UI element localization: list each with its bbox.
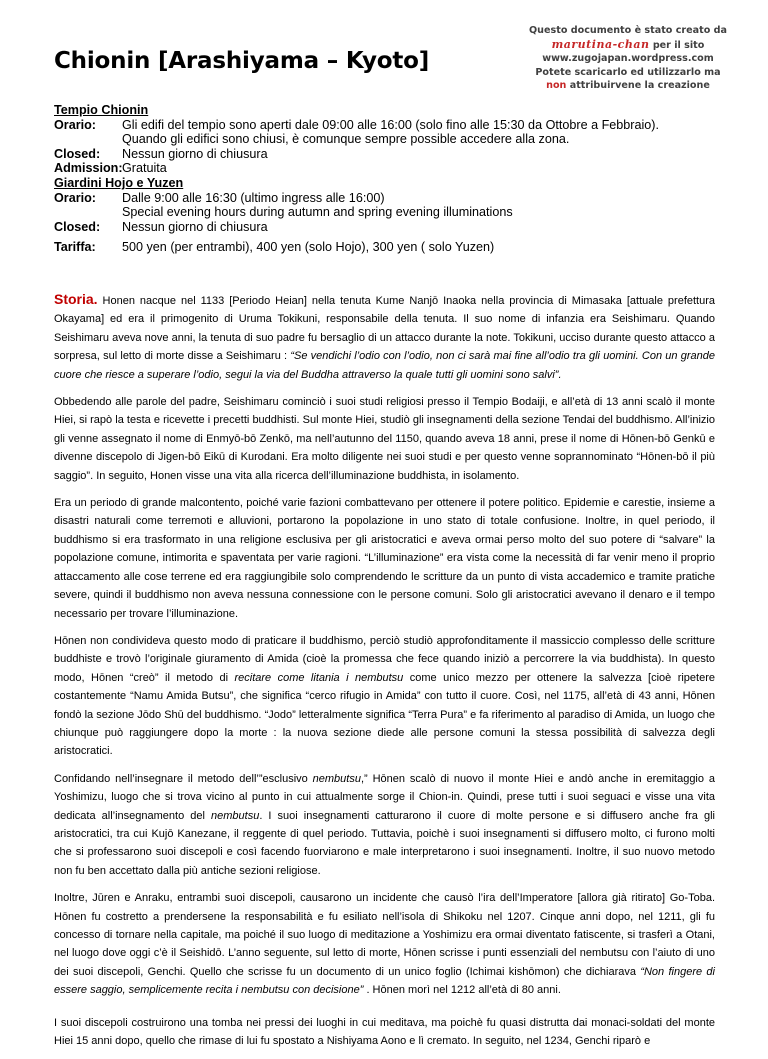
garden-closed-label: Closed: xyxy=(54,219,101,234)
story-p4-a: Hōnen non condivideva questo modo di praticare il buddhismo, perciò studiò approfonditamente il massiccio complesso delle scritture buddhiste e trovò l’originale giuramento di Amida (cioè la promessa che fece quando iniziò a percorrere la via buddhista). In questo modo, Hōnen “creò” il metodo di xyxy=(54,634,715,684)
credit-site: www.zugojapan.wordpress.com xyxy=(542,53,714,65)
story-paragraph-7: I suoi discepoli costruirono una tomba nei pressi dei luoghi in cui meditava, ma poichè fu quasi distrutta dai monaci-soldati del monte Hiei 15 anni dopo, quello che rimase di lui fu spostato a Nishiyama Aono e lì cremato. In seguito, nel 1234, Genchi riparò e xyxy=(54,1016,715,1048)
credit-line-2-suffix: per il sito xyxy=(652,39,705,51)
fee-value: 500 yen (per entrambi), 400 yen (solo Hojo), 300 yen ( solo Yuzen) xyxy=(122,240,495,255)
admission-row xyxy=(54,161,724,176)
temple-hours-line-2: Quando gli edifici sono chiusi, è comunque sempre possible accedere alla zona. xyxy=(122,132,570,147)
visitor-info xyxy=(54,103,724,255)
garden-heading: Giardini Hojo e Yuzen xyxy=(54,175,184,190)
story-p1-text: Honen nacque nel 1133 [Periodo Heian] nella tenuta Kume Nanjō Inaoka nella provincia di Mimasaka [attuale prefettura Okayama] ed era il primogenito di Uruma Tokikuni, responsabile della tenuta. Il suo nome di infanzia era Seishimaru. Quando Seishimaru aveva nove anni, la tenuta di suo padre fu bersaglio di un attacco durante la note. Tokikuni, ucciso durante questo attacco a sorpresa, sul letto di morte disse a Seishimaru : xyxy=(54,295,715,363)
admission-value: Gratuita xyxy=(122,161,167,176)
story-p5-b: ,” Hōnen scalò di nuovo il monte Hiei e andò anche in eremitaggio a Yoshimizu, luogo che si trova vicino al punto in cui attualmente sorge il Chion-in. Quindi, prese tutti i suoi seguaci e visse una vita dedicata all’insegnamento del xyxy=(54,772,716,822)
story-p6-quote: “Non fingere di essere saggio, semplicemente recita i nembutsu con decisione” xyxy=(54,965,715,997)
garden-hours-value xyxy=(122,191,724,220)
credit-line-1: Questo documento è stato creato da xyxy=(529,25,727,36)
temple-closed-value: Nessun giorno di chiusura xyxy=(122,146,268,161)
page-title: Chionin [Arashiyama – Kyoto] xyxy=(54,48,430,74)
story-paragraph-1 xyxy=(54,290,715,384)
temple-closed-label: Closed: xyxy=(54,146,101,161)
garden-hours-row xyxy=(54,191,724,220)
garden-hours-label: Orario: xyxy=(54,190,96,205)
story-p6-a: Inoltre, Jūren e Anraku, entrambi suoi discepoli, causarono un incidente che causò l’ira dell’Imperatore [allora già ritirato] Go-Toba. Hōnen fu costretto a prendersene la responsabilità e fu esiliato nell’isola di Shikoku nel 1207. Cinque anni dopo, nel 1211, gli fu concesso di tornare nella capitale, ma poiché il suo luogo di meditazione a Yoshimizu era ormai diventato fatiscente, si trasferì a Otani, nel luogo dove oggi c’è il Seishidō. L’anno seguente, sul letto di morte, Hōnen scrisse i punti essenziali del nembutsu con l’aiuto di uno dei suoi discepoli, Genchi. Quello che scrisse fu un documento di un unico foglio (Ichimai kishōmon) che dichiarava xyxy=(54,892,715,978)
story-paragraph-5 xyxy=(54,770,715,880)
story-p4-italic: recitare come litania i nembutsu xyxy=(234,671,404,684)
credit-line-2 xyxy=(528,38,728,53)
admission-label: Admission: xyxy=(54,161,123,176)
story-p6-b: . Hōnen morì nel 1212 all’età di 80 anni. xyxy=(363,984,561,997)
garden-closed-row xyxy=(54,220,724,235)
garden-hours-line-1: Dalle 9:00 alle 16:30 (ultimo ingress alle 16:00) xyxy=(122,190,385,205)
story-paragraph-4 xyxy=(54,632,715,761)
garden-closed-value: Nessun giorno di chiusura xyxy=(122,219,268,234)
temple-heading: Tempio Chionin xyxy=(54,103,149,117)
credit-line-4-rest: attribuirvene la creazione xyxy=(569,80,710,92)
story-p5-italic-1: nembutsu xyxy=(312,772,361,785)
temple-hours-label: Orario: xyxy=(54,117,96,132)
story-p5-italic-2: nembutsu xyxy=(211,809,260,822)
story-p1-quote: “Se vendichi l’odio con l’odio, non ci sarà mai fine all’odio tra gli uomini. Con un grande cuore che riesce a superare l’odio, segui la via del Buddha attraverso la quale tutti gli uomini sono salvi”. xyxy=(54,350,716,381)
credit-line-4 xyxy=(528,79,728,93)
fee-row xyxy=(54,240,724,255)
story-paragraph-2: Obbedendo alle parole del padre, Seishimaru cominciò i suoi studi religiosi presso il Tempio Bodaiji, e all’età di 13 anni scalò il monte Hiei, si rapò la testa e ricevette i precetti buddhisti. Sul monte Hiei, studiò gli insegnamenti della sezione Tendai del buddhismo. All’inizio gli venne assegnato il nome di Enmyō-bō Zenkō, ma nell’autunno del 1150, quando aveva 18 anni, prese il nome di Hōnen-bō Genkū e divenne discepolo di Jigen-bō Eikū di Kurodani. Era molto diligente nei suoi studi e per questo venne soprannominato “Hōnen-bō il più saggio”. In seguito, Honen visse una vita alla ricerca dell’illuminazione buddhista, in isolamento. xyxy=(54,396,715,482)
credit-line-4-red: non xyxy=(546,80,567,92)
story-p5-c: . I suoi insegnamenti catturarono il cuore di molte persone e si diffusero anche fra gli aristocratici, tra cui Kujō Kanezane, il reggente di quel periodo. Tuttavia, poichè i suoi insegnamenti si diffusero molto, ci furono molti che si professarono suoi discepoli e così facendo fuorviarono e male interpretarono i suoi insegnamenti. Inoltre, il suo nuovo metodo non fu ben accettato dalla più antiche sezioni religiose. xyxy=(54,809,715,877)
story-paragraph-6 xyxy=(54,889,715,999)
story-p5-a: Confidando nell’insegnare il metodo dell’”esclusivo xyxy=(54,772,313,785)
temple-closed-row xyxy=(54,147,724,162)
credit-line-3: Potete scaricarlo ed utilizzarlo ma xyxy=(535,66,721,78)
temple-hours-value xyxy=(122,118,724,147)
story-heading: Storia. xyxy=(54,291,98,307)
credit-watermark xyxy=(528,24,728,93)
credit-brand: marutina-chan xyxy=(551,37,650,51)
fee-label: Tariffa: xyxy=(54,240,96,255)
temple-hours-row xyxy=(54,118,724,147)
story-section xyxy=(54,290,715,1059)
temple-hours-line-1: Gli edifi del tempio sono aperti dale 09:00 alle 16:00 (solo fino alle 15:30 da Ottobre a Febbraio). xyxy=(122,117,659,132)
story-p4-b: come unico mezzo per ottenere la salvezza [cioè ripetere costantemente “Namu Amida Butsu”, che significa “cerco rifugio in Amida” con tutto il cuore. Così, nel 1175, all’età di 43 anni, Hōnen fondò la sezione Jōdo Shū del buddhismo. “Jodo” letteralmente significa “Terra Pura” e fa riferimento al paradiso di Amida, un luogo che chiunque può raggiungere dopo la morte : la nuova sezione diede alle persone comuni la stessa possibilità di salvezza degli aristocratici. xyxy=(54,671,715,758)
garden-hours-line-2: Special evening hours during autumn and spring evening illuminations xyxy=(122,205,513,220)
story-paragraph-3: Era un periodo di grande malcontento, poiché varie fazioni combattevano per ottenere il potere politico. Epidemie e carestie, insieme a disastri naturali come terremoti e alluvioni, portarono la popolazione in uno stato di totale confusione. Inoltre, in quel periodo, il buddhismo si era trasformato in una religione esclusiva per gli aristocratici e aveva ormai perso molto del suo potere di “salvare” la popolazione comune, intimorita e spaventata per varie ragioni. “L’illuminazione” era vista come la necessità di far venir meno il proprio attaccamento alle cose terrene ed era raggiungibile solo comprendendo le scritture da un punto di vista accademico e tramite pratiche severe, quindi il buddhismo non aveva nessuna connessione con le persone comuni. Solo gli aristocratici avevano il denaro e il tempo necessario per trovare l’illuminazione. xyxy=(54,497,715,620)
